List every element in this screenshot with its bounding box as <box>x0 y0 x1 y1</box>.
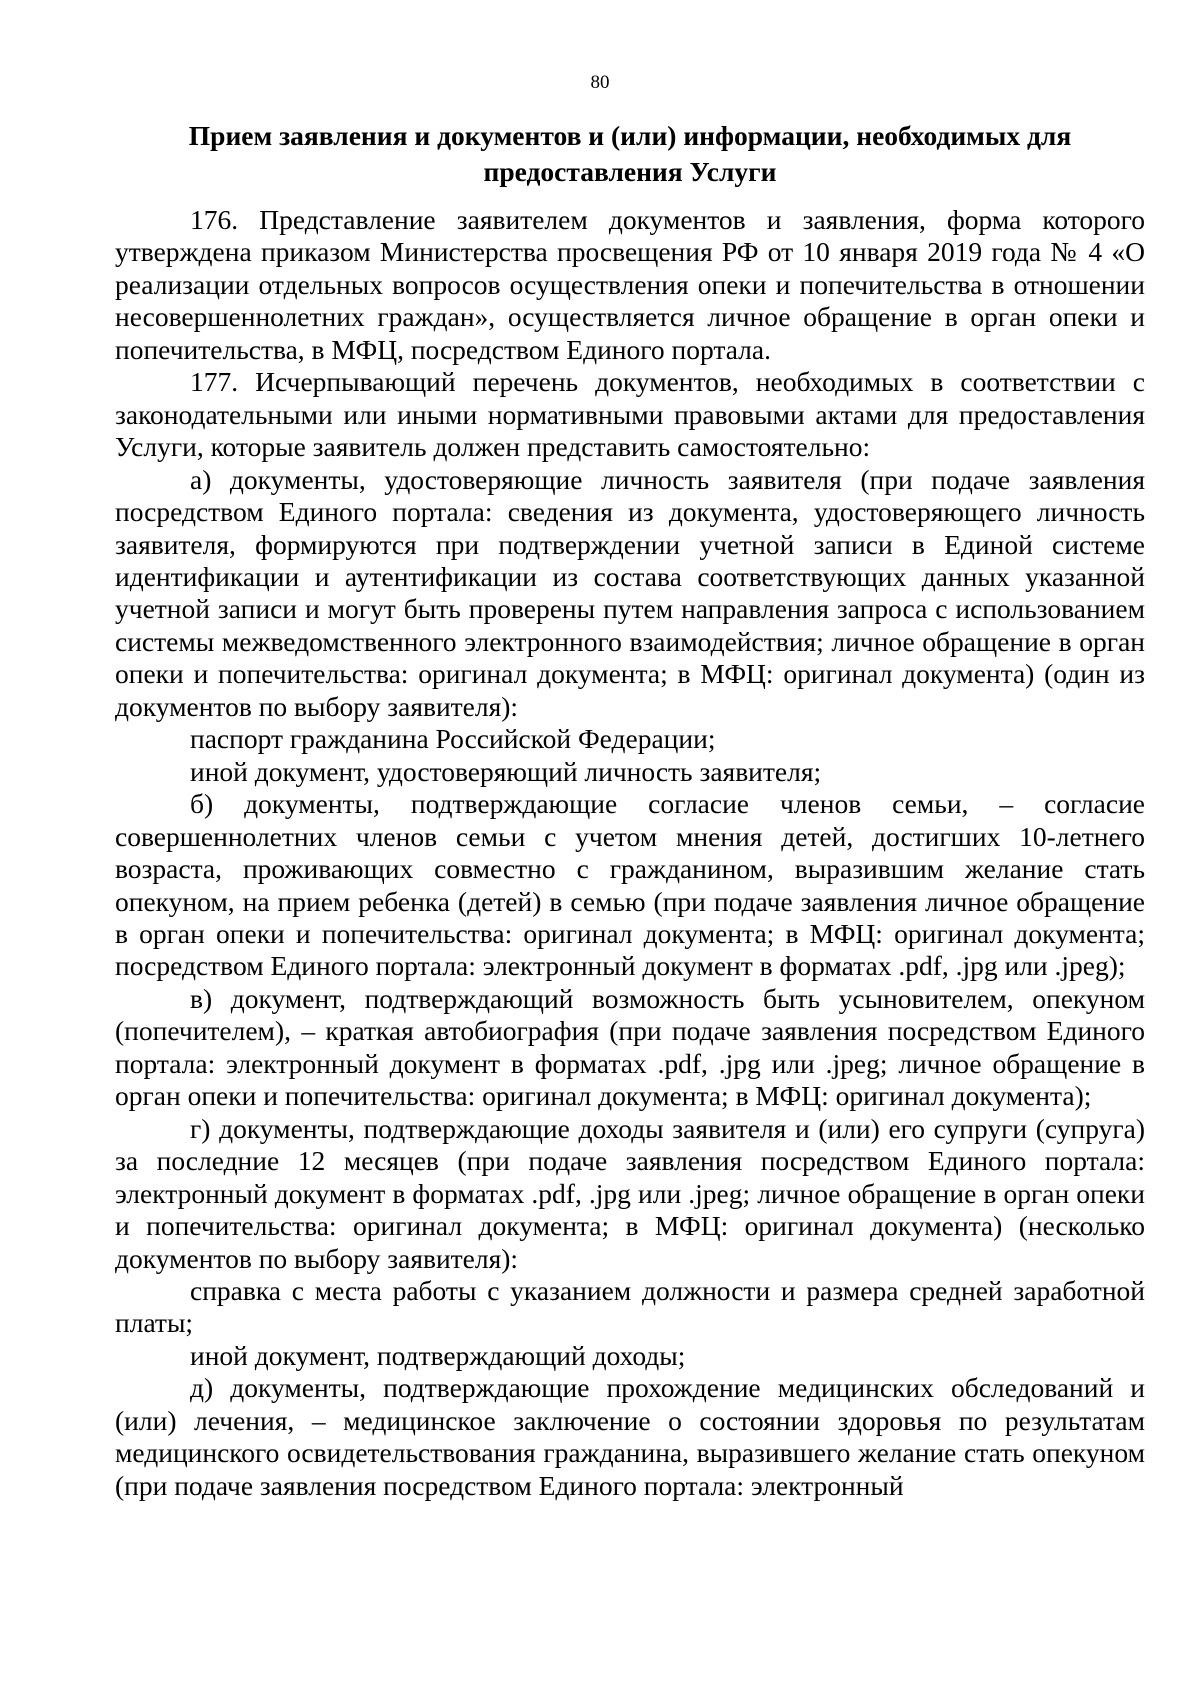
document-body <box>115 204 1145 1502</box>
page-number: 80 <box>590 72 610 93</box>
list-item-d: д) документы, подтверждающие прохождение медицинских обследований и (или) лечения, – медицинское заключение о состоянии здоровья по результатам медицинского освидетельствования гражданина, выразившего желание стать опекуном (при подаче заявления посредством Единого портала: электронный <box>115 1372 1145 1501</box>
sub-item-other-income: иной документ, подтверждающий доходы; <box>190 1339 686 1371</box>
list-item-v: в) документ, подтверждающий возможность быть усыновителем, опекуном (попечителем), – краткая автобиография (при подаче заявления посредством Единого портала: электронный документ в форматах .pdf, .jpg или .jpeg; личное обращение в орган опеки и попечительства: оригинал документа; в МФЦ: оригинал документа); <box>115 982 1145 1112</box>
section-heading: Прием заявления и документов и (или) информации, необходимых для предоставления Услуги <box>188 120 1072 187</box>
list-item-a: а) документы, удостоверяющие личность заявителя (при подаче заявления посредством Единого портала: сведения из документа, удостоверяющего личность заявителя, формируются при подтверждении учетной записи в Единой системе идентификации и аутентификации из состава соответствующих данных указанной учетной записи и могут быть проверены путем направления запроса с использованием системы межведомственного электронного взаимодействия; личное обращение в орган опеки и попечительства: оригинал документа; в МФЦ: оригинал документа) (один из документов по выбору заявителя): <box>115 463 1145 722</box>
paragraph-176: 176. Представление заявителем документов и заявления, форма которого утверждена приказом Министерства просвещения РФ от 10 января 2019 года № 4 «О реализации отдельных вопросов осуществления опеки и попечительства в отношении несовершеннолетних граждан», осуществляется личное обращение в орган опеки и попечительства, в МФЦ, посредством Единого портала. <box>115 204 1145 365</box>
paragraph-177: 177. Исчерпывающий перечень документов, необходимых в соответствии с законодательными или иными нормативными правовыми актами для предоставления Услуги, которые заявитель должен представить самостоятельно: <box>115 366 1145 463</box>
list-item-b: б) документы, подтверждающие согласие членов семьи, – согласие совершеннолетних членов семьи с учетом мнения детей, достигших 10-летнего возраста, проживающих совместно с гражданином, выразившим желание стать опекуном, на прием ребенка (детей) в семью (при подаче заявления личное обращение в орган опеки и попечительства: оригинал документа; в МФЦ: оригинал документа; посредством Единого портала: электронный документ в форматах .pdf, .jpg или .jpeg); <box>115 788 1145 982</box>
sub-item-other-id: иной документ, удостоверяющий личность заявителя; <box>190 755 822 787</box>
sub-item-work-certificate: справка с места работы с указанием должности и размера средней заработной платы; <box>115 1274 1145 1339</box>
sub-item-passport: паспорт гражданина Российской Федерации; <box>190 723 716 755</box>
list-item-g: г) документы, подтверждающие доходы заявителя и (или) его супруги (супруга) за последние 12 месяцев (при подаче заявления посредством Единого портала: электронный документ в форматах .pdf, .jpg или .jpeg; личное обращение в орган опеки и попечительства: оригинал документа; в МФЦ: оригинал документа) (несколько документов по выбору заявителя): <box>115 1112 1145 1274</box>
